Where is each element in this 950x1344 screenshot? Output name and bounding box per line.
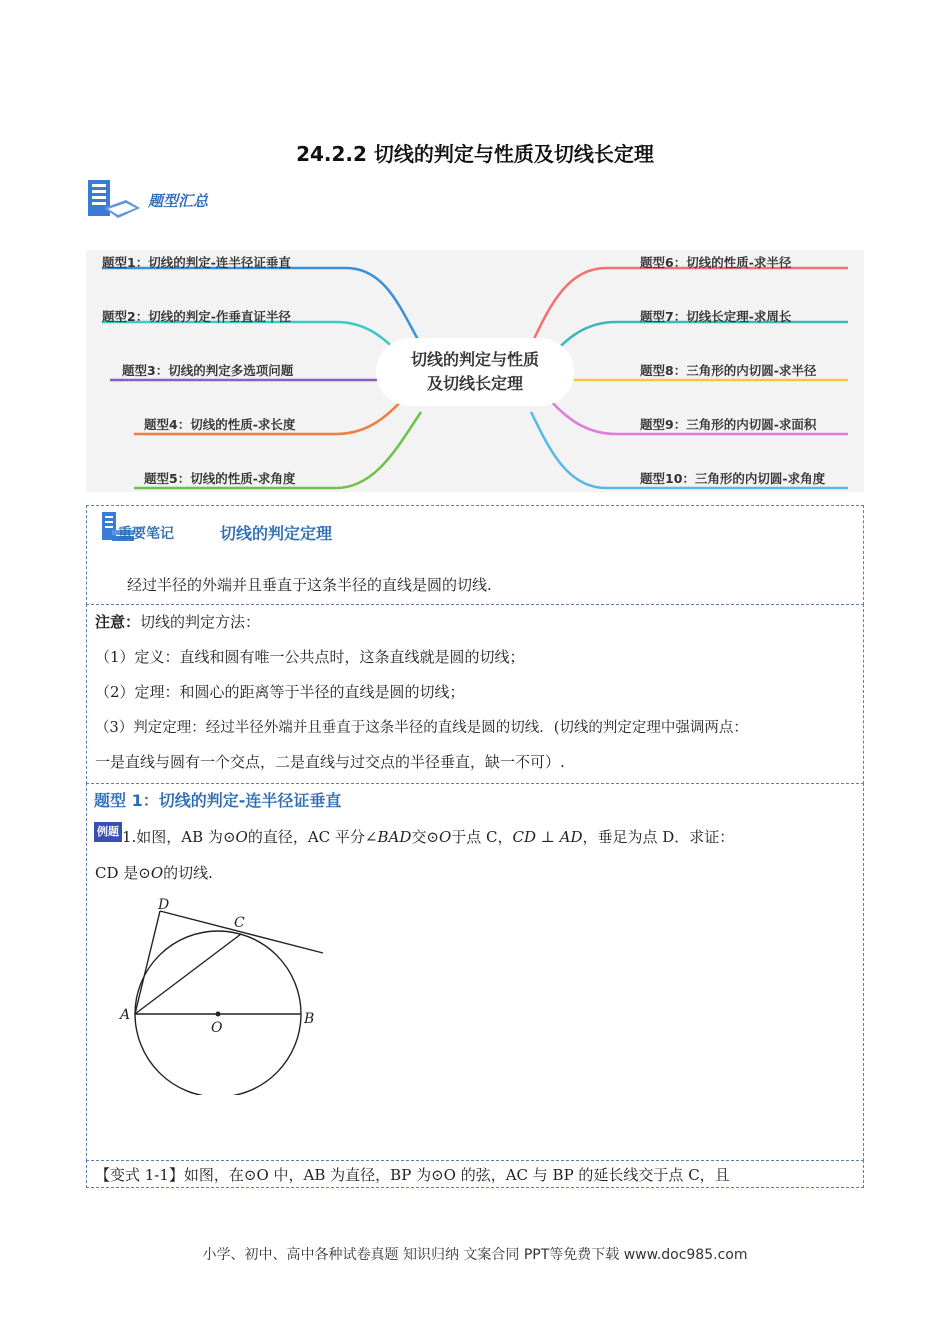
label-o: O [211, 1020, 223, 1036]
mindmap-item-right-1: 题型6：切线的性质-求半径 [640, 255, 792, 270]
summary-header [86, 178, 386, 222]
problem-text-f: CD 是 [95, 864, 139, 882]
problem-text-c: 交 [411, 828, 427, 846]
mindmap-center-line1: 切线的判定与性质 [410, 350, 539, 369]
center-point [216, 1012, 221, 1017]
attention-line-4: 一是直线与圆有一个交点，二是直线与过交点的半径垂直，缺一不可）. [95, 753, 565, 771]
problem-text-e: ，垂足为点 D．求证： [582, 828, 735, 846]
mindmap-item-right-4: 题型9：三角形的内切圆-求面积 [640, 417, 817, 432]
attention-line-1: （1）定义：直线和圆有唯一公共点时，这条直线就是圆的切线； [95, 648, 525, 666]
books-icon [86, 178, 142, 222]
problem-text-a: 1.如图，AB 为 [122, 828, 223, 846]
attention-label: 注意： [95, 613, 141, 631]
mindmap-item-left-4: 题型4：切线的性质-求长度 [144, 417, 296, 432]
attention-line-2: （2）定理：和圆心的距离等于半径的直线是圆的切线； [95, 683, 465, 701]
branch-right-2 [548, 322, 848, 360]
angle-bad: ∠BAD [364, 828, 412, 846]
summary-label: 题型汇总 [148, 192, 209, 210]
example-badge: 例题 [94, 822, 122, 842]
geometry-figure [110, 895, 330, 1095]
label-c: C [234, 915, 245, 931]
notes-theorem: 经过半径的外端并且垂直于这条半径的直线是圆的切线. [127, 576, 492, 594]
mindmap-item-right-2: 题型7：切线长定理-求周长 [640, 309, 792, 324]
mindmap-item-left-1: 题型1：切线的判定-连半径证垂直 [102, 255, 291, 270]
notes-label: 重要笔记 [118, 526, 174, 542]
branch-left-2 [102, 322, 404, 360]
circle-o-symbol: ⊙O [222, 828, 248, 846]
problem-line-1 [122, 826, 734, 847]
attention-line-3: （3）判定定理：经过半径外端并且垂直于这条半径的直线是圆的切线．(切线的判定定理中强调两点： [95, 720, 748, 736]
problem-text-b: 的直径，AC 平分 [247, 828, 365, 846]
attention-intro-line [95, 611, 260, 632]
circle-o-symbol-2: ⊙O [426, 828, 452, 846]
notes-topic: 切线的判定定理 [220, 524, 333, 543]
circle-o-symbol-3: ⊙O [138, 864, 164, 882]
type1-heading: 题型 1：切线的判定-连半径证垂直 [94, 791, 342, 810]
mindmap-item-left-2: 题型2：切线的判定-作垂直证半径 [102, 309, 291, 324]
mindmap-center [376, 338, 574, 406]
problem-line-2 [95, 862, 213, 883]
mindmap-item-right-5: 题型10：三角形的内切圆-求角度 [640, 471, 826, 486]
label-b: B [304, 1011, 315, 1027]
perp-cd-ad: CD ⊥ AD [512, 828, 583, 846]
mindmap-center-line2: 及切线长定理 [426, 374, 523, 393]
mindmap [86, 250, 864, 492]
page-title: 24.2.2 切线的判定与性质及切线长定理 [296, 142, 654, 166]
label-a: A [120, 1007, 131, 1023]
mindmap-item-left-3: 题型3：切线的判定多选项问题 [122, 363, 294, 378]
problem-text-d: 于点 C， [451, 828, 513, 846]
label-d: D [158, 897, 170, 913]
variant-text: 【变式 1-1】如图，在⊙O 中，AB 为直径，BP 为⊙O 的弦，AC 与 BP 的延长线交于点 C，且 [95, 1166, 730, 1184]
footer: 小学、初中、高中各种试卷真题 知识归纳 文案合同 PPT等免费下载 www.doc985.com [202, 1247, 748, 1263]
mindmap-item-right-3: 题型8：三角形的内切圆-求半径 [640, 363, 817, 378]
attention-intro: 切线的判定方法： [140, 613, 261, 631]
mindmap-item-left-5: 题型5：切线的性质-求角度 [144, 471, 296, 486]
problem-text-g: 的切线. [163, 864, 213, 882]
